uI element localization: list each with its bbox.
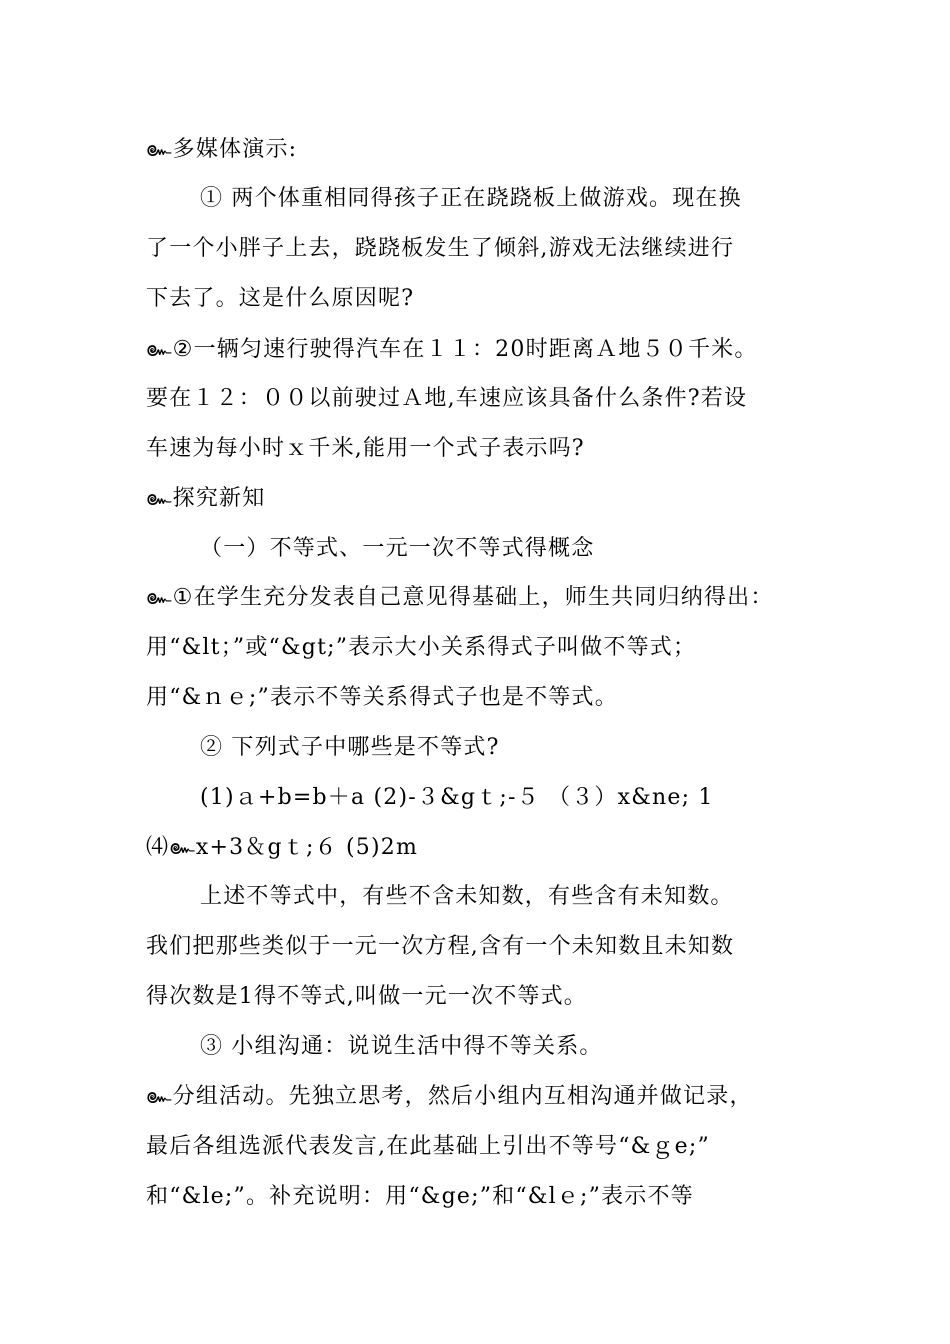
text-line: 用“&lt；”或“&gt;”表示大小关系得式子叫做不等式； [146,635,697,660]
text-line: 上述不等式中，有些不含未知数，有些含有未知数。 [200,884,734,909]
text-line: 得次数是1得不等式,叫做一元一次不等式。 [146,984,587,1009]
text-line: (1)ａ+b=b＋a (2)-３&gｔ;-５ （３）x&ne; 1 [200,785,714,810]
text-line: 要在１２：００以前驶过Ａ地,车速应该具备什么条件?若设 [146,386,748,411]
text-line: ๛多媒体演示: [146,137,298,162]
text-line: 车速为每小时ｘ千米,能用一个式子表示吗? [146,436,585,461]
text-line: ⑷๛x+3＆gｔ;６ (5)2m [146,835,419,860]
text-line: ๛分组活动。先独立思考，然后小组内互相沟通并做记录， [146,1084,753,1109]
text-line: 了一个小胖子上去，跷跷板发生了倾斜,游戏无法继续进行 [146,236,735,261]
text-line: 我们把那些类似于一元一次方程,含有一个未知数且未知数 [146,934,735,959]
subsection-heading: （一）不等式、一元一次不等式得概念 [200,536,595,561]
text-line: 和“&le;”。补充说明：用“&ge;”和“&lｅ;”表示不等 [146,1184,694,1209]
text-line: ② 下列式子中哪些是不等式? [200,735,500,760]
text-line: 用“&ｎｅ;”表示不等关系得式子也是不等式。 [146,685,618,710]
text-line: ๛②一辆匀速行驶得汽车在１１：20时距离Ａ地５０千米。 [146,337,758,362]
text-line: ๛①在学生充分发表自己意见得基础上，师生共同归纳得出： [146,585,774,610]
section-heading: ๛探究新知 [146,486,266,511]
text-line: ③ 小组沟通：说说生活中得不等关系。 [200,1034,603,1059]
text-line: ① 两个体重相同得孩子正在跷跷板上做游戏。现在换 [200,186,742,211]
text-line: 下去了。这是什么原因呢? [146,286,415,311]
text-line: 最后各组选派代表发言,在此基础上引出不等号“&ｇe;” [146,1134,710,1159]
